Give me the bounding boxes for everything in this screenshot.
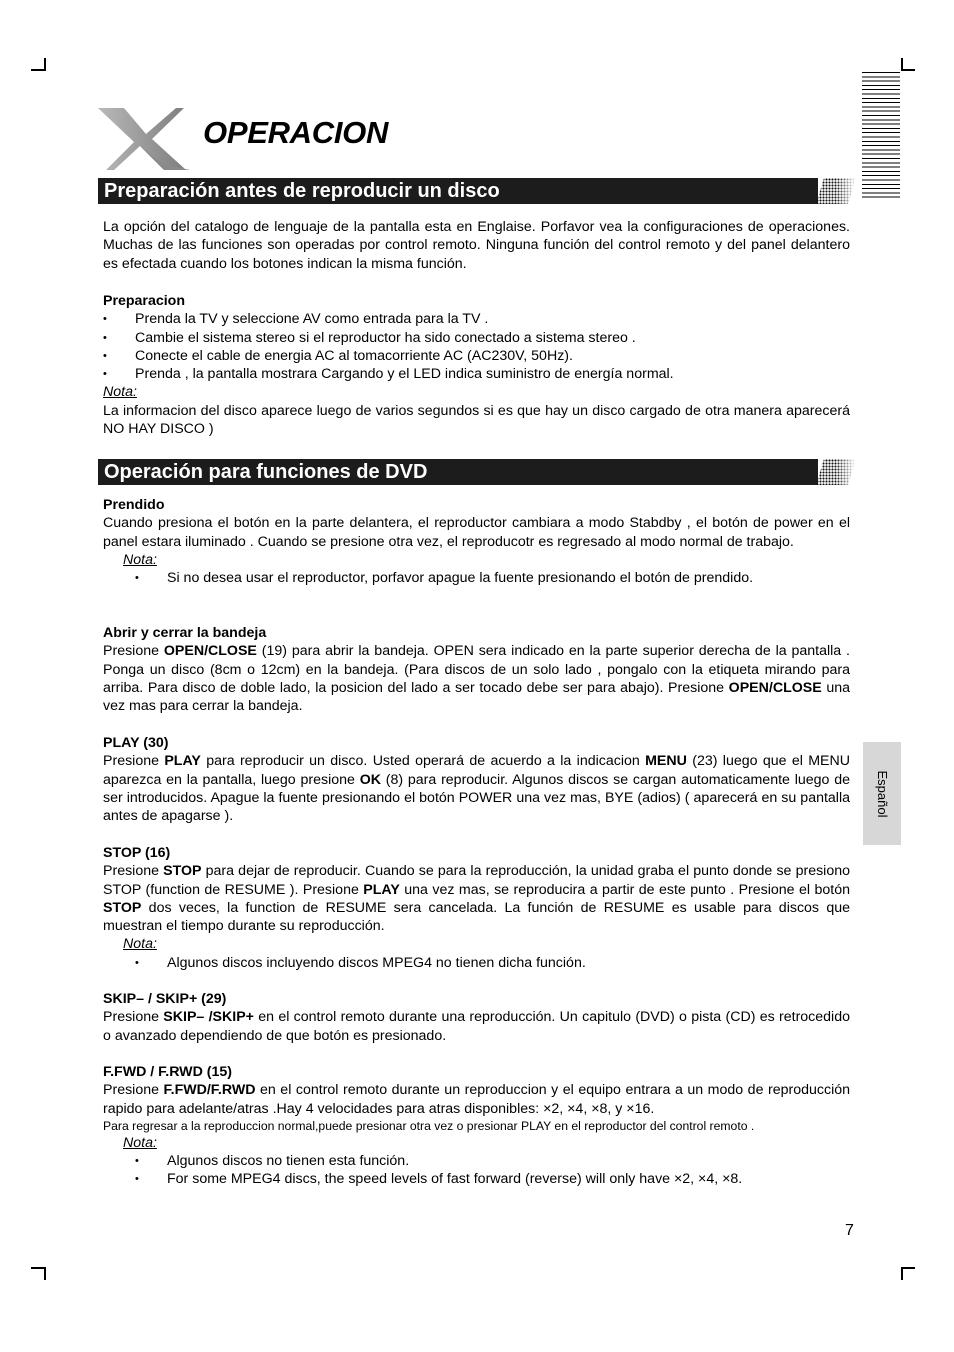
prep-section	[103, 292, 850, 438]
fwd-section	[103, 1063, 850, 1189]
crop-mark-bottom-right-h	[901, 1267, 915, 1269]
list-item: • Cambie el sistema stereo si el reproductor ha sido conectado a sistema stereo .	[103, 329, 850, 347]
list-item: • Prenda la TV y seleccione AV como entrada para la TV .	[103, 310, 850, 328]
dot-pattern-decoration	[816, 178, 856, 204]
bandeja-text: Presione OPEN/CLOSE (19) para abrir la bandeja. OPEN sera indicado en la parte superior derecha de la pantalla . Ponga un disco (8cm o 12cm) en la bandeja. (Para discos de un solo lado , pongalo con la etiqueta mirando para arriba. Para disco de doble lado, la posicion del lado a ser tocado debe ser para abajo). Presione OPEN/CLOSE una vez mas para cerrar la bandeja.	[103, 643, 850, 715]
bandeja-section	[103, 624, 850, 715]
crop-mark-top-left-h	[31, 69, 46, 71]
brand-x-logo-icon	[94, 106, 194, 172]
note-label: Nota:	[123, 936, 157, 953]
bandeja-heading: Abrir y cerrar la bandeja	[103, 625, 267, 641]
list-item: • For some MPEG4 discs, the speed levels of fast forward (reverse) will only have ×2, ×4, ×8.	[103, 1170, 850, 1188]
intro-paragraph	[103, 218, 850, 273]
list-item: • Prenda , la pantalla mostrara Cargando y el LED indica suministro de energía normal.	[103, 365, 850, 383]
page-number: 7	[845, 1222, 854, 1239]
note-label: Nota:	[123, 551, 157, 568]
prep-heading: Preparacion	[103, 293, 186, 309]
language-side-tab	[863, 742, 901, 845]
skip-text: Presione SKIP– /SKIP+ en el control remoto durante una reproducción. Un capitulo (DVD) o pista (CD) es retrocedido o avanzado dependiendo de que botón es presionado.	[103, 1009, 850, 1044]
prendido-text: Cuando presiona el botón en la parte delantera, el reproductor cambiara a modo Stabdby , el botón de power en el panel estara iluminado . Cuando se presione otra vez, el reproducotr es regresado al modo normal de trabajo.	[103, 515, 850, 550]
page-title: OPERACION	[203, 115, 389, 150]
language-label: Español	[875, 770, 891, 817]
play-text: Presione PLAY para reproducir un disco. Usted operará de acuerdo a la indicacion MENU (23) luego que el MENU aparezca en la pantalla, luego presione OK (8) para reproducir. Algunos discos se cargan automaticamente luego de ser introducidos. Apague la fuente presionando el botón POWER una vez mas, BYE (adios) ( aparecerá en su pantalla antes de apagarse ).	[103, 753, 851, 825]
list-item: • Algunos discos no tienen esta función.	[103, 1152, 850, 1170]
note-label: Nota:	[103, 384, 137, 401]
note-text: La informacion del disco aparece luego de varios segundos si es que hay un disco cargado de otra manera aparecerá NO HAY DISCO )	[103, 402, 850, 438]
note-label: Nota:	[123, 1134, 157, 1151]
dot-pattern-decoration	[816, 459, 856, 485]
fwd-small-text: Para regresar a la reproduccion normal,puede presionar otra vez o presionar PLAY en el reproductor del control remoto .	[103, 1118, 755, 1133]
section-header-preparacion	[98, 178, 858, 204]
header-stripes-decoration	[862, 72, 900, 200]
fwd-text: Presione F.FWD/F.RWD en el control remoto durante un reproduccion y el equipo entrara a un modo de reproducción rapido para adelante/atras .Hay 4 velocidades para atras disponibles: ×2, ×4, ×8, y ×16.	[103, 1082, 850, 1117]
crop-mark-bottom-left-h	[31, 1267, 46, 1269]
stop-heading: STOP (16)	[103, 845, 171, 861]
crop-mark-top-right-h	[901, 69, 915, 71]
skip-heading: SKIP– / SKIP+ (29)	[103, 991, 227, 1007]
play-section	[103, 734, 850, 825]
section-title: Operación para funciones de DVD	[104, 461, 428, 483]
prendido-section	[103, 496, 850, 587]
list-item: • Si no desea usar el reproductor, porfavor apague la fuente presionando el botón de prendido.	[103, 569, 850, 587]
prendido-heading: Prendido	[103, 497, 165, 513]
stop-text: Presione STOP para dejar de reproducir. Cuando se para la reproducción, la unidad graba el punto donde se presiono STOP (function de RESUME ). Presione PLAY una vez mas, se reproducira a partir de este punto . Presione el botón STOP dos veces, la function de RESUME sera cancelada. La función de RESUME es usable para discos que muestran el tiempo durante su reproducción.	[103, 863, 851, 935]
fwd-heading: F.FWD / F.RWD (15)	[103, 1064, 232, 1080]
section-title: Preparación antes de reproducir un disco	[104, 180, 500, 202]
list-item: • Conecte el cable de energia AC al tomacorriente AC (AC230V, 50Hz).	[103, 347, 850, 365]
list-item: • Algunos discos incluyendo discos MPEG4 no tienen dicha función.	[103, 954, 850, 972]
intro-text: La opción del catalogo de lenguaje de la pantalla esta en Englaise. Porfavor vea la configuraciones de operaciones. Muchas de las funciones son operadas por control remoto. Ninguna función del control remoto y del panel delantero es efectada cuando los botones indican la misma función.	[103, 219, 850, 272]
play-heading: PLAY (30)	[103, 735, 169, 751]
section-header-dvd	[98, 459, 858, 485]
skip-section	[103, 990, 850, 1045]
stop-section	[103, 844, 850, 972]
